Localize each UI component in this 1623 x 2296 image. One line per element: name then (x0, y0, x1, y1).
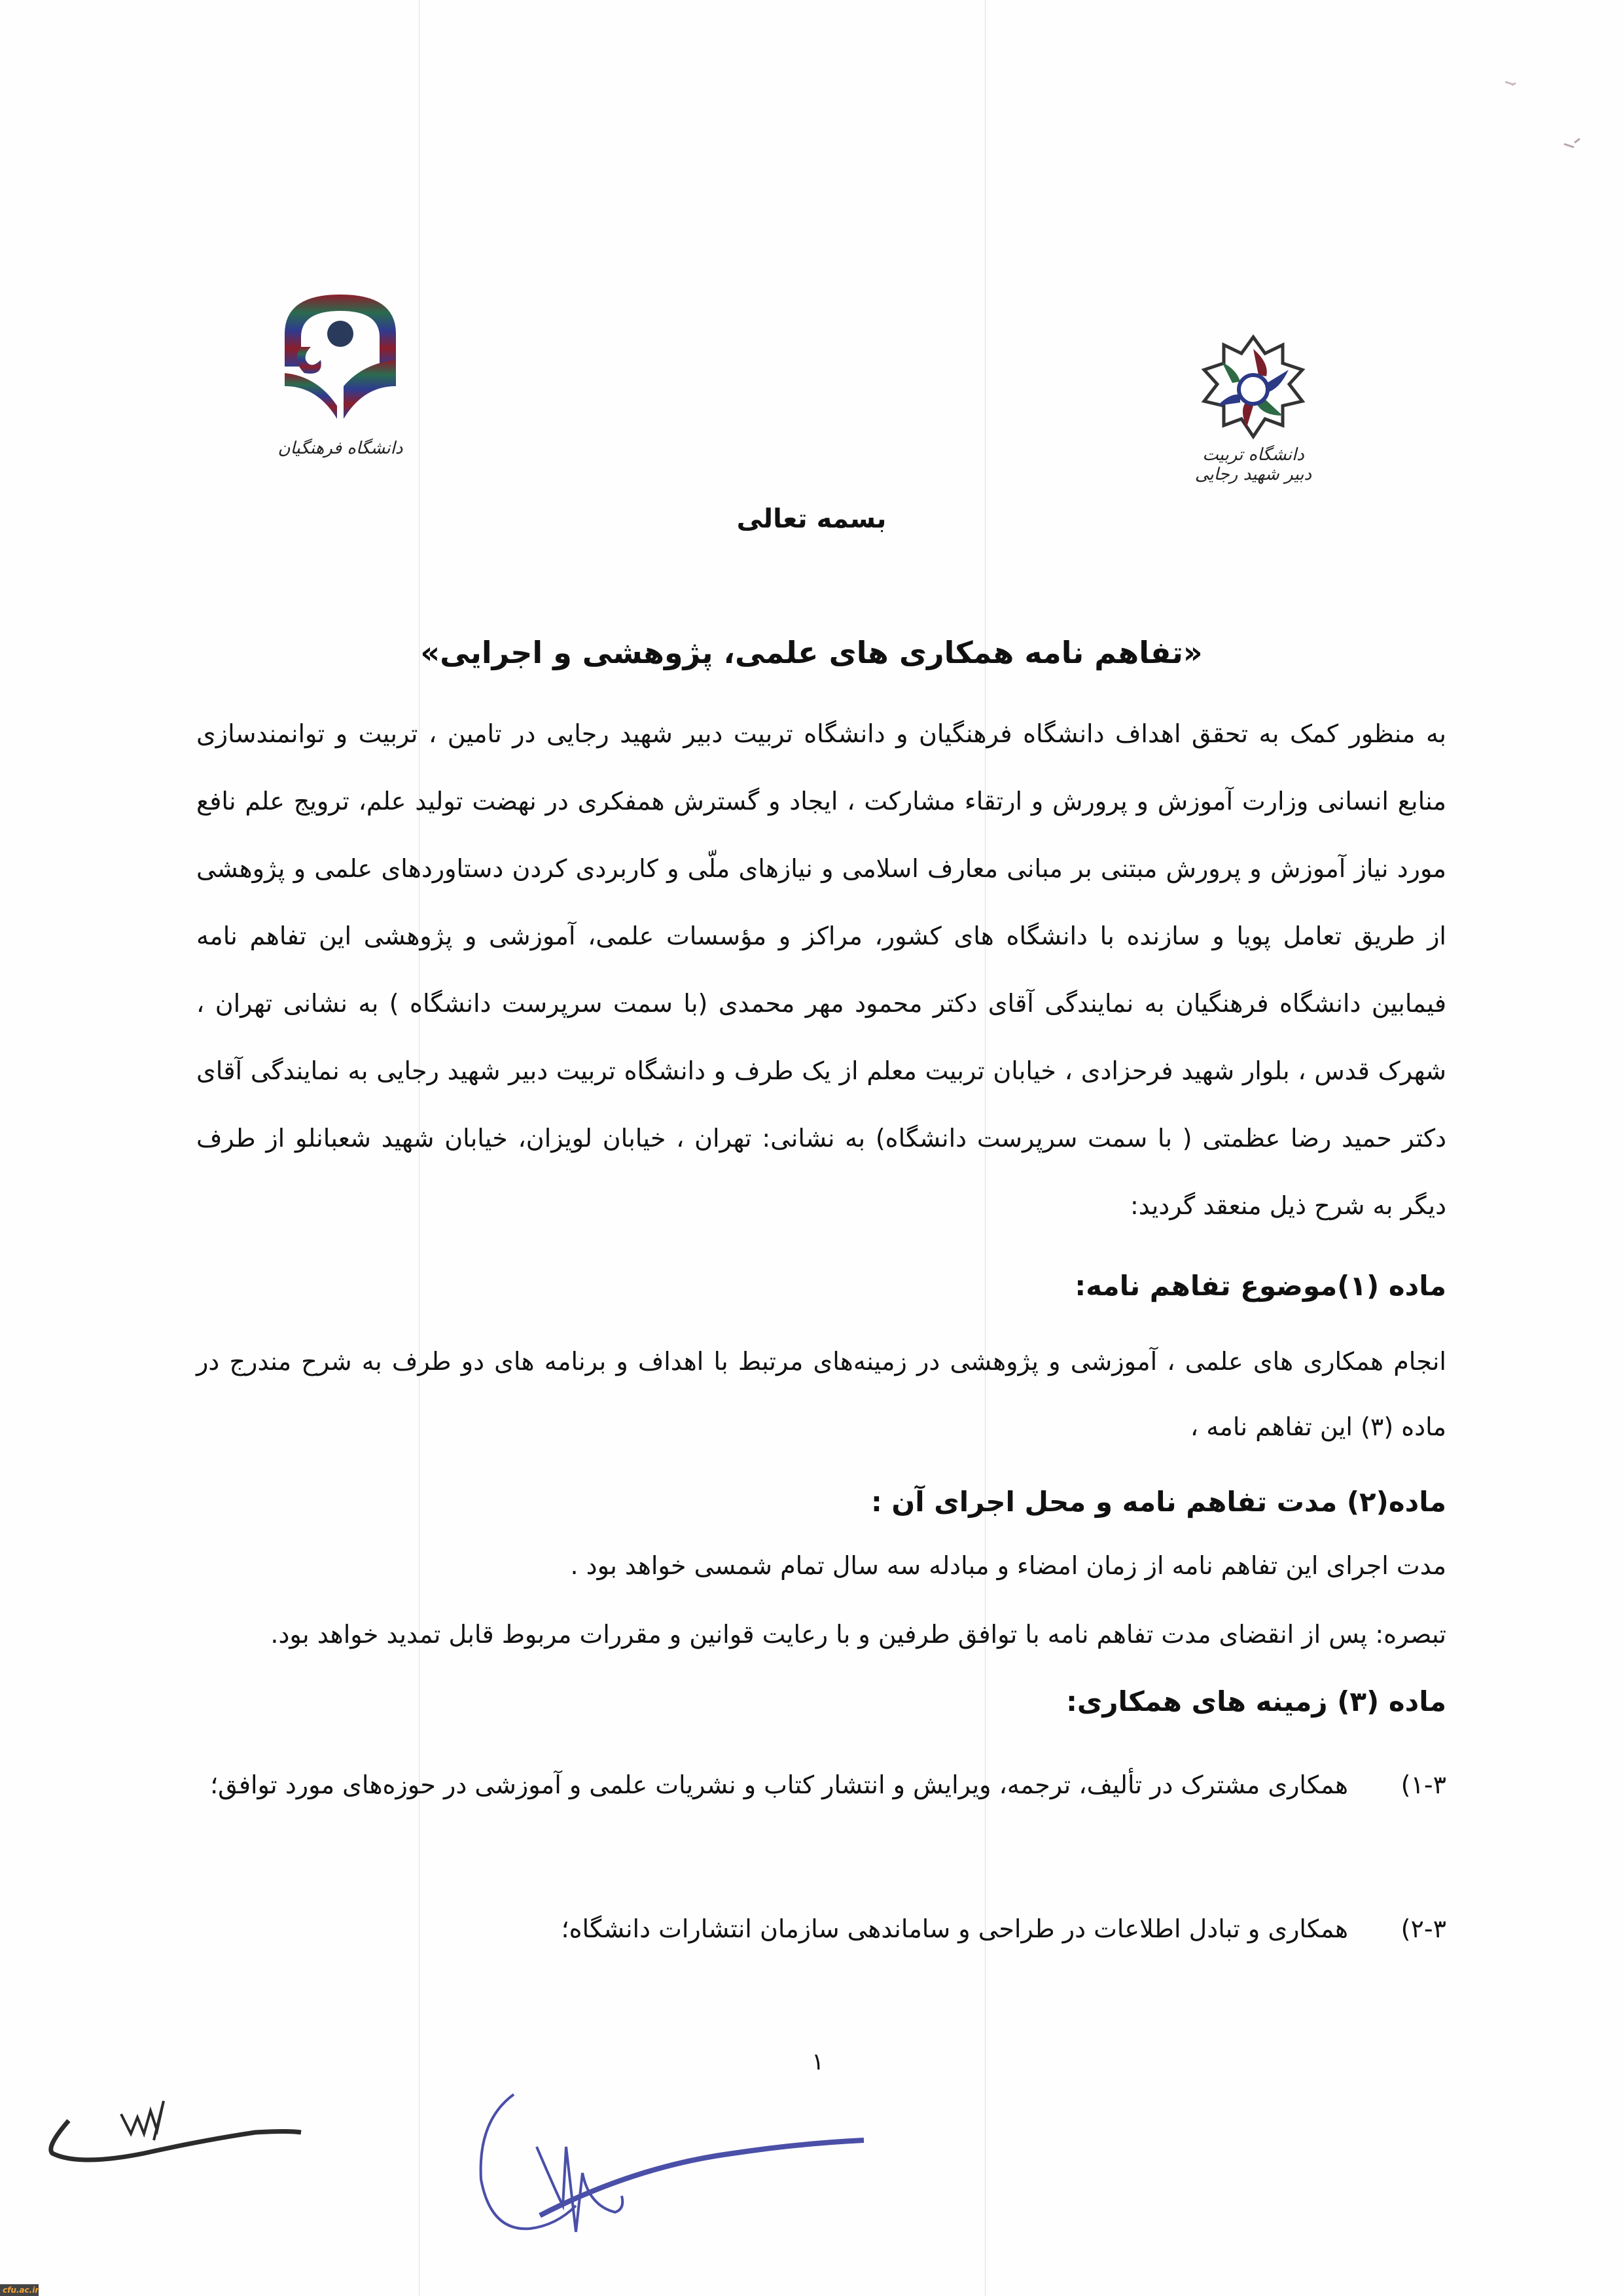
article-2-text: مدت اجرای این تفاهم نامه از زمان امضاء و مبادله سه سال تمام شمسی خواهد بود . (570, 1551, 1446, 1580)
scan-specks (1459, 52, 1590, 157)
shahid-rajaee-university-logo (1191, 334, 1315, 484)
site-watermark: cfu.ac.ir (0, 2284, 39, 2296)
item-number: ۱-۳) (1400, 1770, 1446, 1799)
article-3-heading: ماده (۳) زمینه های همکاری: (1066, 1685, 1446, 1717)
book-arch-emblem-icon (265, 288, 416, 432)
article-3-item (196, 1898, 1446, 1960)
logo-caption: دانشگاه تربیت دبیر شهید رجایی (1194, 445, 1312, 484)
article-2-note: تبصره: پس از انقضای مدت تفاهم نامه با توافق طرفین و با رعایت قوانین و مقررات مربوط قابل تمدید خواهد بود. (270, 1620, 1446, 1649)
farhangian-university-logo (265, 288, 416, 458)
article-1-text: انجام همکاری های علمی ، آموزشی و پژوهشی در زمینه‌های مرتبط با اهداف و برنامه های دو طرف به شرح مندرج در ماده (۳) این تفاهم نامه ، (196, 1347, 1446, 1441)
page-number: ۱ (812, 2049, 825, 2075)
article-3-item (196, 1754, 1446, 1816)
document-title: «تفاهم نامه همکاری های علمی، پژوهشی و اجرایی» (420, 635, 1203, 670)
item-number: ۲-۳) (1400, 1914, 1446, 1943)
signature-right (406, 2081, 903, 2251)
item-text: همکاری و تبادل اطلاعات در طراحی و ساماندهی سازمان انتشارات دانشگاه؛ (561, 1914, 1348, 1943)
article-2-heading: ماده(۲) مدت تفاهم نامه و محل اجرای آن : (870, 1486, 1446, 1518)
basmala-heading: بسمه تعالی (736, 504, 887, 534)
article-1-heading: ماده (۱)موضوع تفاهم نامه: (1075, 1270, 1446, 1302)
star-rosette-emblem-icon (1191, 334, 1315, 452)
item-text: همکاری مشترک در تألیف، ترجمه، ویرایش و انتشار کتاب و نشریات علمی و آموزشی در حوزه‌های مورد توافق؛ (210, 1770, 1348, 1799)
signature-left (39, 2081, 465, 2212)
logo-caption: دانشگاه فرهنگیان (277, 439, 403, 458)
intro-paragraph: به منظور کمک به تحقق اهداف دانشگاه فرهنگیان و دانشگاه تربیت دبیر شهید رجایی در تامین ، تربیت و توانمندسازی منابع انسانی وزارت آموزش و پرورش و ارتقاء مشارکت ، ایجاد و گسترش همفکری در نهضت تولید علم، ترویج علم نافع مورد نیاز آموزش و پرورش مبتنی بر مبانی معارف اسلامی و نیازهای ملّی و کاربردی کردن دستاوردهای علمی و پژوهشی از طریق تعامل پویا و سازنده با دانشگاه های کشور، مراکز و مؤسسات علمی، آموزشی و پژوهشی این تفاهم نامه فیمابین دانشگاه فرهنگیان به نمایندگی آقای دکتر محمود مهر محمدی (با سمت سرپرست دانشگاه ) به نشانی تهران ، شهرک قدس ، بلوار شهید فرحزادی ، خیابان تربیت معلم از یک طرف و دانشگاه تربیت دبیر شهید رجایی به نمایندگی آقای دکتر حمید رضا عظمتی ( با سمت سرپرست دانشگاه) به نشانی: تهران ، خیابان لویزان، خیابان شهید شعبانلو از طرف دیگر به شرح ذیل منعقد گردید: (196, 719, 1446, 1220)
